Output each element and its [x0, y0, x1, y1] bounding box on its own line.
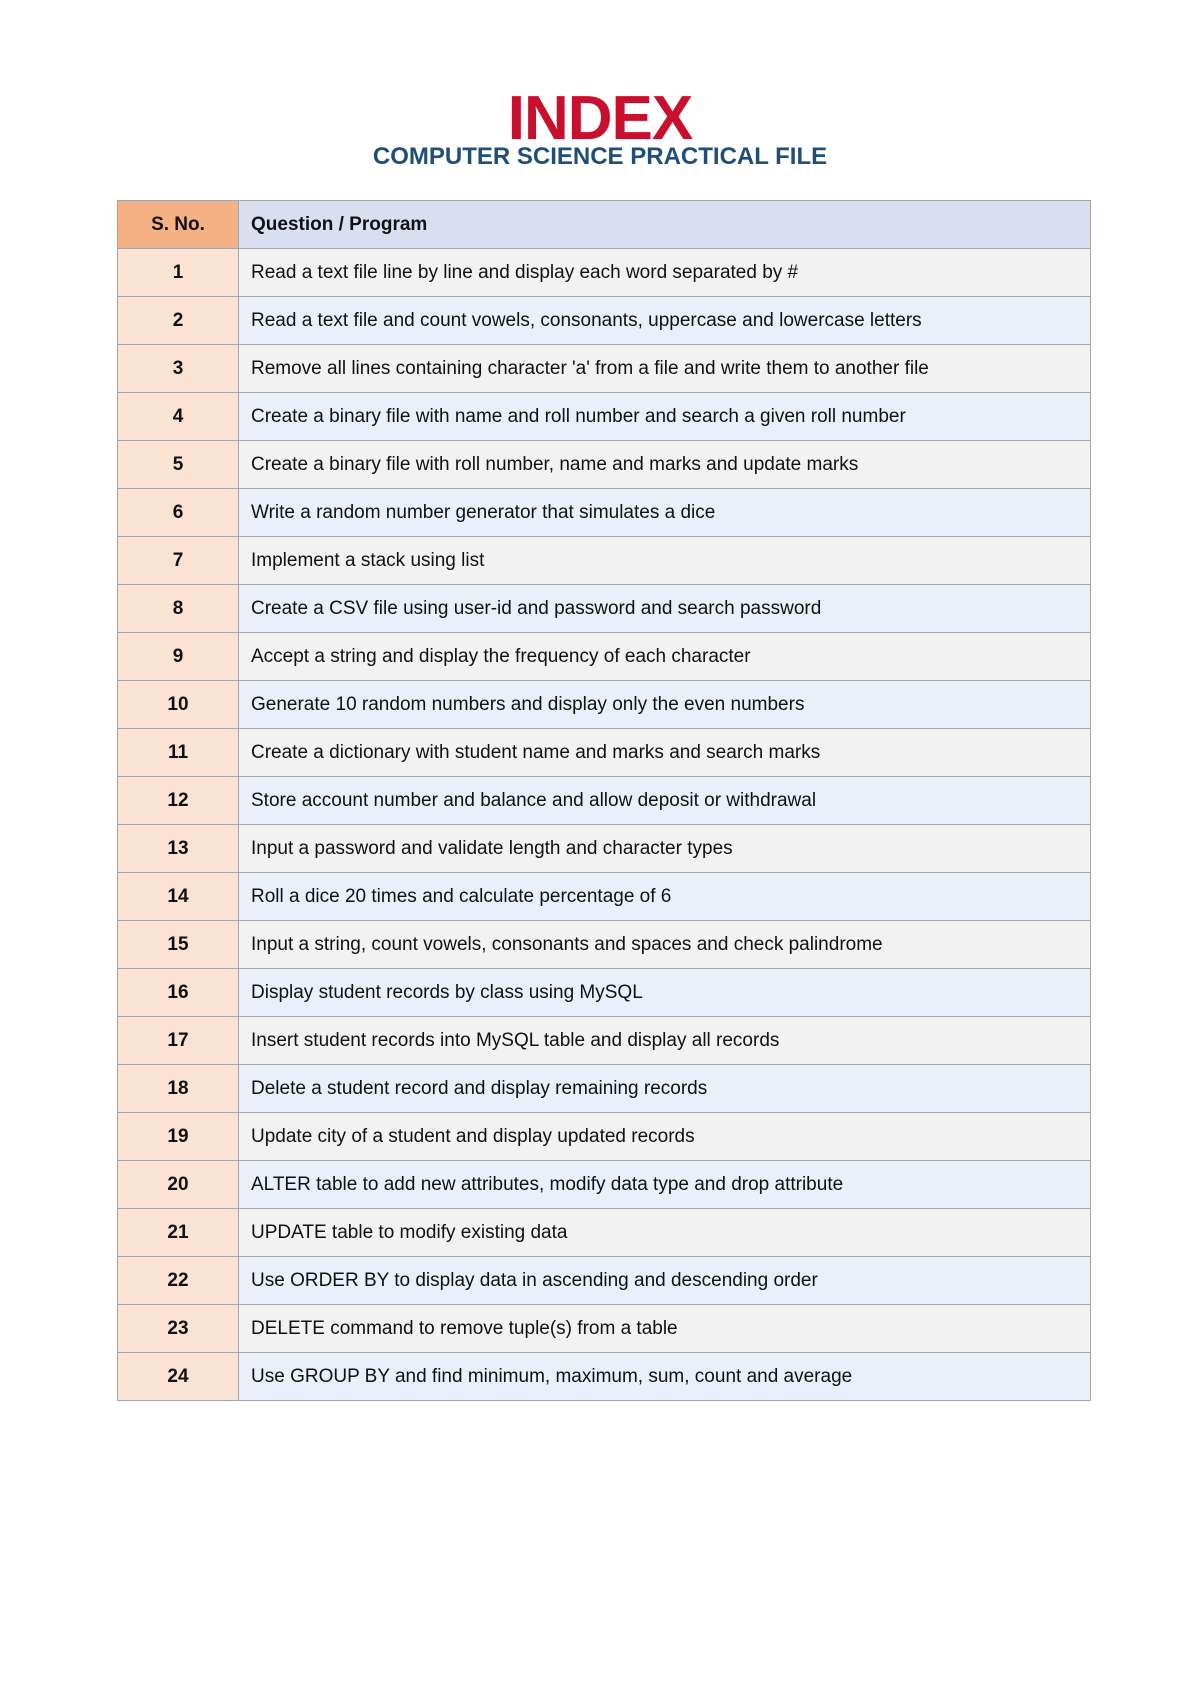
table-row [118, 1161, 1091, 1209]
page-subtitle: COMPUTER SCIENCE PRACTICAL FILE [372, 143, 828, 170]
row-question: Create a binary file with name and roll number and search a given roll number [239, 393, 1091, 441]
row-serial-number: 6 [118, 489, 239, 537]
column-header-sno: S. No. [118, 201, 239, 249]
row-serial-number: 17 [118, 1017, 239, 1065]
row-serial-number: 12 [118, 777, 239, 825]
table-row [118, 489, 1091, 537]
row-question: Update city of a student and display updated records [239, 1113, 1091, 1161]
row-serial-number: 7 [118, 537, 239, 585]
row-serial-number: 1 [118, 249, 239, 297]
table-row [118, 729, 1091, 777]
row-question: Roll a dice 20 times and calculate percentage of 6 [239, 873, 1091, 921]
row-question: ALTER table to add new attributes, modify data type and drop attribute [239, 1161, 1091, 1209]
row-serial-number: 3 [118, 345, 239, 393]
row-serial-number: 10 [118, 681, 239, 729]
table-row [118, 1113, 1091, 1161]
table-row [118, 969, 1091, 1017]
row-question: Write a random number generator that simulates a dice [239, 489, 1091, 537]
row-serial-number: 9 [118, 633, 239, 681]
row-serial-number: 21 [118, 1209, 239, 1257]
row-serial-number: 22 [118, 1257, 239, 1305]
row-serial-number: 23 [118, 1305, 239, 1353]
row-question: Remove all lines containing character 'a' from a file and write them to another file [239, 345, 1091, 393]
table-row [118, 1065, 1091, 1113]
row-question: DELETE command to remove tuple(s) from a table [239, 1305, 1091, 1353]
row-question: Implement a stack using list [239, 537, 1091, 585]
row-question: Accept a string and display the frequency of each character [239, 633, 1091, 681]
table-row [118, 825, 1091, 873]
row-question: Create a binary file with roll number, name and marks and update marks [239, 441, 1091, 489]
row-serial-number: 14 [118, 873, 239, 921]
row-question: Create a dictionary with student name and marks and search marks [239, 729, 1091, 777]
table-row [118, 249, 1091, 297]
table-row [118, 681, 1091, 729]
row-question: Read a text file line by line and display each word separated by # [239, 249, 1091, 297]
row-serial-number: 4 [118, 393, 239, 441]
row-serial-number: 16 [118, 969, 239, 1017]
page-title: INDEX [507, 84, 693, 153]
row-serial-number: 11 [118, 729, 239, 777]
table-row [118, 1017, 1091, 1065]
row-question: Store account number and balance and allow deposit or withdrawal [239, 777, 1091, 825]
table-row [118, 297, 1091, 345]
row-serial-number: 15 [118, 921, 239, 969]
row-question: Insert student records into MySQL table and display all records [239, 1017, 1091, 1065]
row-serial-number: 8 [118, 585, 239, 633]
table-row [118, 345, 1091, 393]
table-header-row [118, 201, 1091, 249]
row-serial-number: 20 [118, 1161, 239, 1209]
table-row [118, 921, 1091, 969]
table-row [118, 537, 1091, 585]
row-question: Display student records by class using MySQL [239, 969, 1091, 1017]
row-serial-number: 19 [118, 1113, 239, 1161]
column-header-question: Question / Program [239, 201, 1091, 249]
table-row [118, 633, 1091, 681]
row-serial-number: 2 [118, 297, 239, 345]
table-row [118, 873, 1091, 921]
table-row [118, 585, 1091, 633]
row-question: Use ORDER BY to display data in ascending and descending order [239, 1257, 1091, 1305]
table-row [118, 777, 1091, 825]
row-question: Use GROUP BY and find minimum, maximum, sum, count and average [239, 1353, 1091, 1401]
table-row [118, 1353, 1091, 1401]
row-serial-number: 5 [118, 441, 239, 489]
row-question: Input a password and validate length and character types [239, 825, 1091, 873]
row-question: Generate 10 random numbers and display only the even numbers [239, 681, 1091, 729]
table-row [118, 1305, 1091, 1353]
table-row [118, 1209, 1091, 1257]
row-question: Delete a student record and display remaining records [239, 1065, 1091, 1113]
row-serial-number: 18 [118, 1065, 239, 1113]
row-serial-number: 13 [118, 825, 239, 873]
table-row [118, 1257, 1091, 1305]
row-question: Create a CSV file using user-id and password and search password [239, 585, 1091, 633]
table-row [118, 441, 1091, 489]
row-question: Input a string, count vowels, consonants and spaces and check palindrome [239, 921, 1091, 969]
row-question: Read a text file and count vowels, consonants, uppercase and lowercase letters [239, 297, 1091, 345]
index-table [117, 200, 1091, 1401]
table-row [118, 393, 1091, 441]
row-question: UPDATE table to modify existing data [239, 1209, 1091, 1257]
table-body [118, 249, 1091, 1401]
row-serial-number: 24 [118, 1353, 239, 1401]
